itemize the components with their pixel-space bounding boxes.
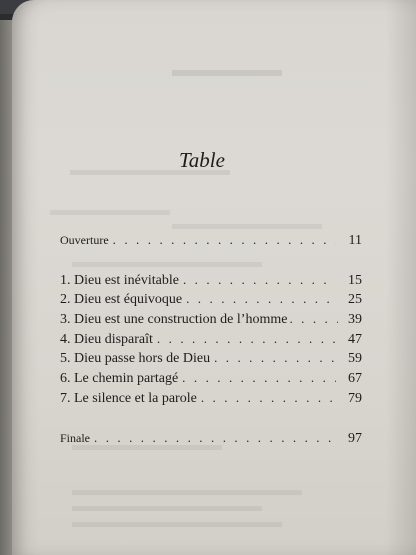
toc-entry-page: 15 (348, 272, 362, 288)
dot-leader (201, 388, 336, 408)
toc-entry-page: 25 (348, 292, 362, 308)
toc-entry-label: 3. Dieu est une construction de l’homme (60, 312, 288, 328)
toc-entry-chapter-6[interactable] (60, 368, 362, 388)
toc-entry-page: 47 (348, 331, 362, 347)
show-through-line (172, 70, 282, 76)
toc-entry-page: 11 (348, 233, 362, 248)
toc-entry-label: 2. Dieu est équivoque (60, 292, 183, 308)
toc-entry-page: 39 (348, 312, 362, 328)
toc-entry-closing[interactable] (60, 428, 362, 448)
book-page (12, 0, 416, 555)
toc-entry-page: 79 (348, 390, 362, 406)
toc-entry-chapter-7[interactable] (60, 388, 362, 408)
toc-entry-chapter-5[interactable] (60, 348, 362, 368)
show-through-line (72, 506, 262, 511)
toc-entry-chapter-3[interactable] (60, 309, 362, 329)
show-through-line (72, 490, 302, 495)
toc-entry-label: 7. Le silence et la parole (60, 390, 197, 406)
show-through-line (172, 224, 322, 229)
dot-leader (289, 309, 338, 329)
toc-entry-label: 4. Dieu disparaît (60, 331, 153, 347)
toc-entry-chapter-1[interactable] (60, 270, 362, 290)
toc-entry-page: 97 (348, 430, 362, 446)
show-through-line (50, 210, 170, 215)
dot-leader (94, 428, 336, 448)
toc-entry-label: Finale (60, 430, 90, 445)
dot-leader (186, 289, 336, 309)
toc-entry-opening[interactable] (60, 230, 362, 250)
dot-leader (113, 230, 336, 250)
page-shade (386, 0, 416, 555)
dot-leader (183, 270, 336, 290)
toc-entry-label: 6. Le chemin partagé (60, 371, 179, 387)
toc-entry-label: 5. Dieu passe hors de Dieu (60, 351, 211, 367)
toc-entry-page: 59 (348, 351, 362, 367)
toc-entry-page: 67 (348, 371, 362, 387)
toc-entry-chapter-2[interactable] (60, 289, 362, 309)
dot-leader (157, 329, 336, 349)
show-through-line (72, 522, 282, 527)
toc-entry-chapter-4[interactable] (60, 329, 362, 349)
page-title: Table (179, 148, 225, 172)
toc-entry-label: 1. Dieu est inévitable (60, 272, 179, 288)
dot-leader (182, 368, 336, 388)
table-of-contents (60, 230, 362, 447)
toc-entry-label: Ouverture (60, 233, 109, 247)
dot-leader (214, 348, 336, 368)
